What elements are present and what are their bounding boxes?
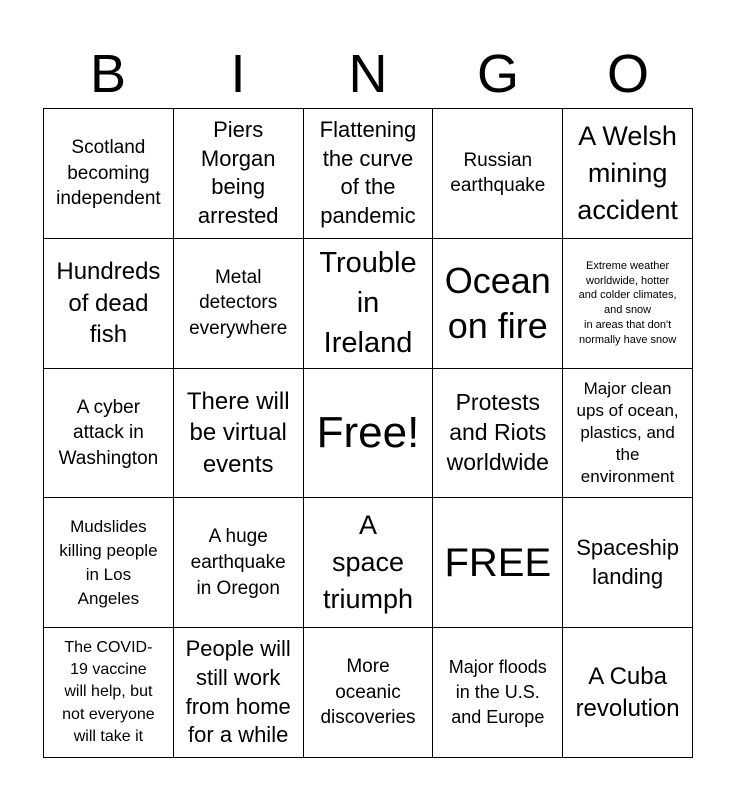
bingo-cell-r1-c1: Scotland becoming independent [44,109,174,239]
bingo-cell-r4-c4: FREE [433,498,563,628]
header-letter-g: G [476,44,519,104]
bingo-cell-r4-c1: Mudslides killing people in Los Angeles [44,498,174,628]
bingo-cell-r4-c2: A huge earthquake in Oregon [174,498,304,628]
bingo-cell-r3-c2: There will be virtual events [174,369,304,499]
bingo-cell-r4-c3: A space triumph [304,498,434,628]
bingo-cell-r2-c4: Ocean on fire [433,239,563,369]
bingo-cell-r3-c5: Major clean ups of ocean, plastics, and the environment [563,369,693,499]
bingo-cell-r5-c2: People will still work from home for a while [174,628,304,758]
bingo-cell-r1-c5: A Welsh mining accident [563,109,693,239]
header-letter-b: B [89,44,127,104]
bingo-cell-r2-c5: Extreme weather worldwide, hotter and colder climates, and snow in areas that don't normally have snow [563,239,693,369]
bingo-cell-r5-c3: More oceanic discoveries [304,628,434,758]
bingo-header [43,42,693,106]
bingo-cell-r3-c4: Protests and Riots worldwide [433,369,563,499]
header-letter-o: O [606,44,649,104]
bingo-cell-r1-c2: Piers Morgan being arrested [174,109,304,239]
bingo-cell-r1-c3: Flattening the curve of the pandemic [304,109,434,239]
bingo-cell-r2-c3: Trouble in Ireland [304,239,434,369]
bingo-cell-r3-c1: A cyber attack in Washington [44,369,174,499]
header-letter-n: N [348,44,388,104]
bingo-card-grid [43,108,693,758]
bingo-cell-r3-c3: Free! [304,369,434,499]
bingo-cell-r2-c2: Metal detectors everywhere [174,239,304,369]
bingo-cell-r5-c4: Major floods in the U.S. and Europe [433,628,563,758]
bingo-cell-r2-c1: Hundreds of dead fish [44,239,174,369]
header-letter-i: I [230,44,246,104]
bingo-cell-r1-c4: Russian earthquake [433,109,563,239]
bingo-cell-r5-c1: The COVID- 19 vaccine will help, but not everyone will take it [44,628,174,758]
bingo-cell-r5-c5: A Cuba revolution [563,628,693,758]
bingo-cell-r4-c5: Spaceship landing [563,498,693,628]
